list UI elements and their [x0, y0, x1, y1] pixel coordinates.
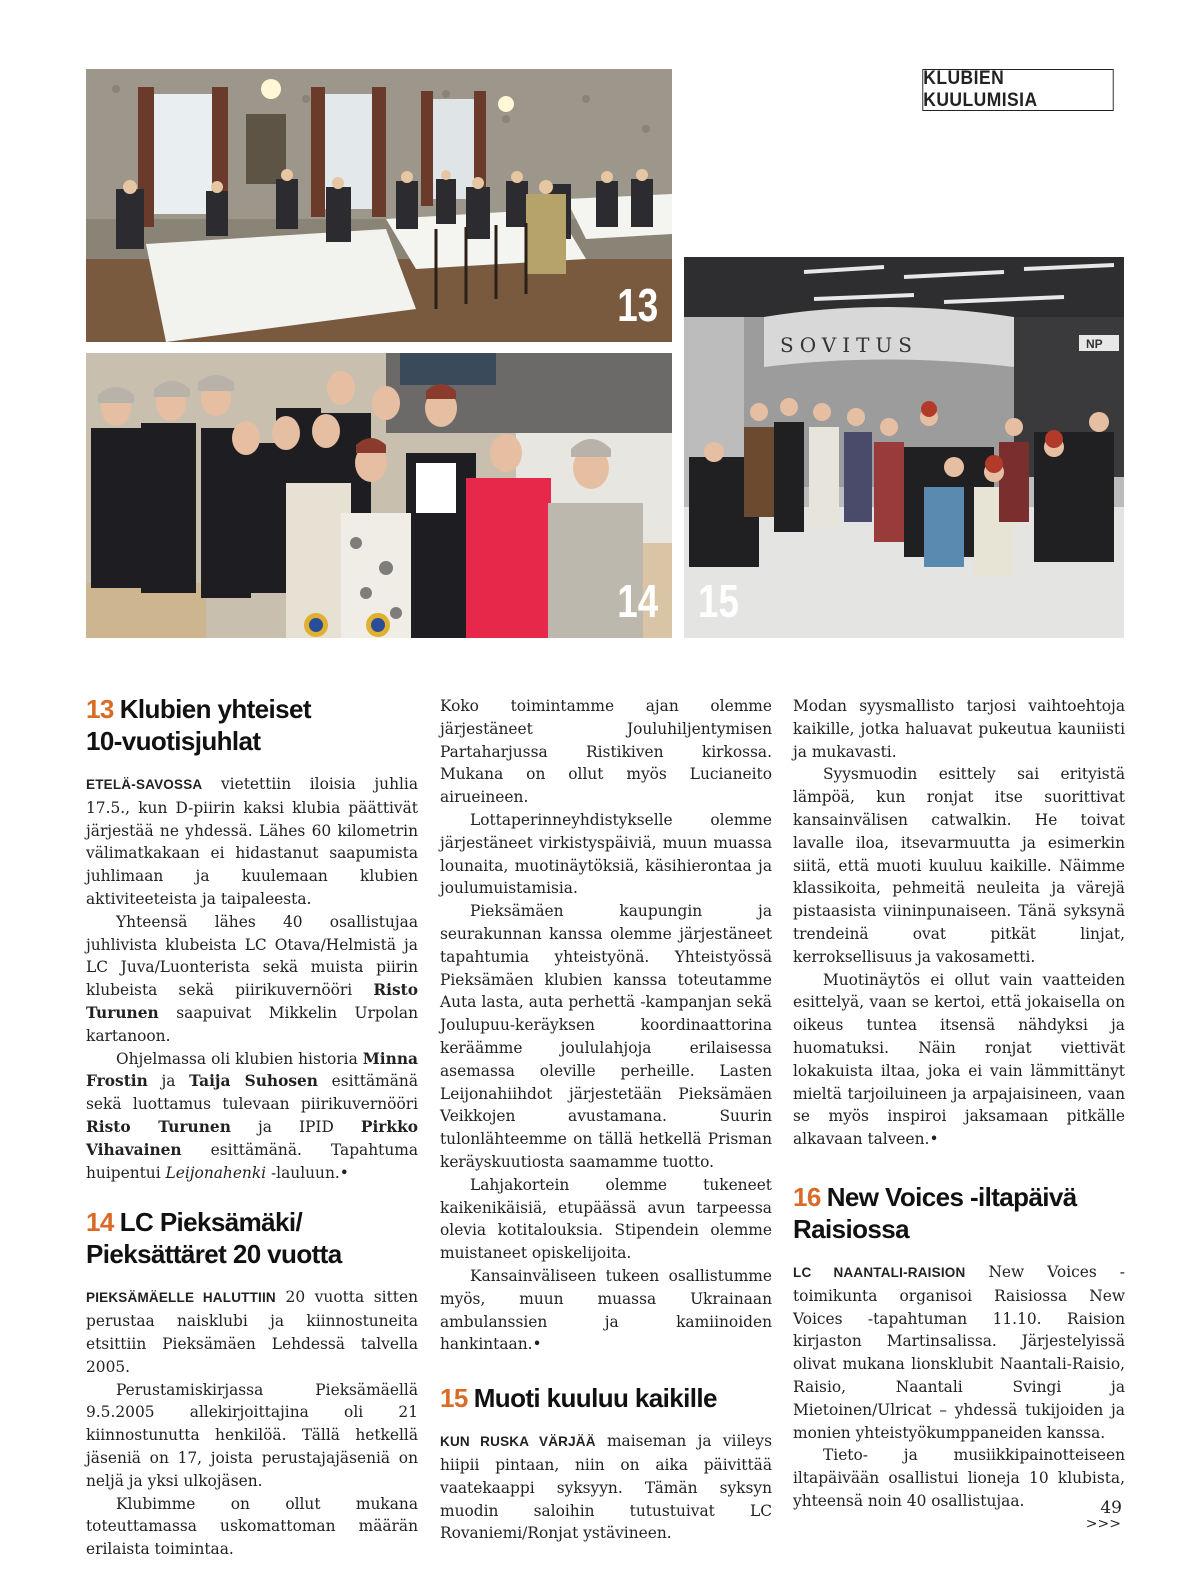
- article-13-paragraph-3: [86, 1048, 418, 1185]
- article-15-title-text: Muoti kuuluu kaikille: [473, 1383, 717, 1414]
- article-13-title-line2: 10-vuotisjuhlat: [86, 726, 261, 756]
- article-15-lead: KUN RUSKA VÄRJÄÄ: [440, 1434, 596, 1450]
- article-16-paragraph-2: Tieto- ja musiikkipainotteiseen iltapäivään osallistui lioneja 10 klubista, yhteensä noin 40 osallistujaa.: [793, 1446, 1125, 1510]
- article-13-p3-name-2: Taija Suhosen: [189, 1072, 318, 1091]
- article-16-title-line2: Raisiossa: [793, 1213, 910, 1244]
- continued-marker: >>>: [1085, 1515, 1121, 1532]
- article-14-paragraph-5: Lottaperinneyhdistykselle olemme järjestäneet virkistyspäiviä, muun muassa lounaita, muotinäytöksiä, käsihierontaa ja joulumuistamisia.: [440, 810, 772, 898]
- article-15-paragraph-1: [440, 1430, 772, 1545]
- article-13-paragraph-1: [86, 773, 418, 911]
- article-13-p2-c: saapuivat Mikkelin Urpolan kartanoon.: [86, 1003, 418, 1045]
- article-13-p3-c: ja: [147, 1072, 190, 1091]
- article-16-paragraph-1: [793, 1261, 1125, 1444]
- article-13-p3-song: Leijonahenki: [165, 1163, 267, 1182]
- article-16-p1-text: New Voices -toimikunta organisoi Raisiossa New Voices -tapahtuman 11.10. Raision kirjaston Martinsalissa. Järjestelyissä olivat mukana lionsklubit Naantali-Raisio, Raisio, Naantali Svingi ja Mietoinen/Ulricat – yhdessä tukijoiden ja monien yhteistyökumppaneiden kanssa.: [793, 1262, 1125, 1442]
- article-13-p3-name-1: Minna Frostin: [86, 1049, 418, 1091]
- article-16-number: 16: [793, 1181, 821, 1212]
- article-14-title-line1: LC Pieksämäki/: [119, 1207, 303, 1238]
- article-14-paragraph-6: Pieksämäen kaupungin ja seurakunnan kanssa olemme järjestäneet tapahtumia yhteistyönä. Yhteistyössä Pieksämäen klubien kanssa toteutamme Auta lasta, auta perhettä -kampanjan sekä Joulupuu-keräyksen koordinaattorina keräämme joululahjoja erilaisessa asemassa oleville perheille. Lasten Leijonahiihdot järjestetään Pieksämäen Veikkojen avustamana. Suurin tulonlähteemme on tällä hetkellä Prisman keräyskuutiosta saamamme tuotto.: [440, 902, 772, 1171]
- article-13-p3-g: ja IPID: [230, 1117, 361, 1136]
- article-14-number: 14: [86, 1207, 114, 1238]
- article-14-paragraph-7: Lahjakortein olemme tukeneet kaikenikäisiä, etupäässä avun tarpeessa olevia kotitalouksia. Stipendein olemme muistaneet opiskelijoita.: [440, 1175, 772, 1263]
- article-13-title: [86, 693, 418, 757]
- article-13-p3-name-4: Pirkko Vihavainen: [86, 1117, 419, 1159]
- article-14-paragraph-3: Klubimme on ollut mukana toteuttamassa uskomattoman määrän erilaista toimintaa.: [86, 1494, 418, 1559]
- article-13-p3-k: -lauluun.•: [266, 1163, 349, 1182]
- article-15-title: [440, 1382, 772, 1414]
- article-15-paragraph-2: Modan syysmallisto tarjosi vaihtoehtoja kaikille, jotka haluavat pukeutua kauniisti ja mukavasti.: [793, 697, 1125, 761]
- article-14-paragraph-2: Perustamiskirjassa Pieksämäellä 9.5.2005 allekirjoittajina oli 21 kiinnostunutta henkilöä. Tällä hetkellä jäseniä on 17, joista perustajajäseniä on neljä ja yksi ulkojäsen.: [86, 1380, 418, 1490]
- article-15-p1-text: maiseman ja viileys hiipii pintaan, niin on aika päivittää vaatekaappi syksyyn. Tämän syksyn muodin saloihin tutustuivat LC Rovaniemi/Ronjat ystävineen.: [440, 1432, 772, 1543]
- photo-number-13: 13: [617, 279, 658, 331]
- column-1: [86, 693, 418, 1561]
- photo-13-banquet: [86, 69, 672, 342]
- article-13-p2-name: Risto Turunen: [86, 981, 418, 1022]
- article-14-paragraph-8: Kansainväliseen tukeen osallistumme myös, muun muassa Ukrainaan ambulanssien ja kamiinoiden hankintaan.•: [440, 1266, 772, 1354]
- article-13-p3-i: esittämänä. Tapahtuma huipentui: [86, 1140, 418, 1182]
- photo-14-group: [86, 353, 672, 638]
- article-15-paragraph-4: Muotinäytös ei ollut vain vaatteiden esittelyä, vaan se kertoi, että jokaisella on oikeus tuntea itsensä nähdyksi ja huomatuksi. Näin ronjat viettivät lokakuista iltaa, joka ei vain lämmittänyt mieltä tarjoiluineen ja arpajaisineen, vaan se myös inspiroi jaksamaan pitkälle alkavaan talveen.•: [793, 970, 1125, 1149]
- article-14-paragraph-1: [86, 1286, 418, 1378]
- store-sign-text: SOVITUS: [780, 333, 918, 357]
- article-13-lead: ETELÄ-SAVOSSA: [86, 777, 203, 792]
- article-16-lead: LC NAANTALI-RAISION: [793, 1264, 966, 1280]
- article-15-paragraph-3: Syysmuodin esittely sai erityistä lämpöä, kun ronjat itse suorittivat kansainvälisen catwalkin. He toivat lavalle iloa, itsevarmuutta ja esimerkin siitä, että muoti kuuluu kaikille. Näimme klassikoita, pehmeitä neuleita ja värejä pistaasista viininpunaiseen. Tänä syksynä trendeinä ovat pitkät linjat, kerroksellisuus ja vakosametti.: [793, 765, 1125, 966]
- article-13-title-line1: Klubien yhteiset: [119, 694, 311, 724]
- article-13-p3-a: Ohjelmassa oli klubien historia: [116, 1049, 363, 1068]
- article-13-number: 13: [86, 694, 114, 724]
- photo-number-14: 14: [617, 575, 658, 627]
- column-3: [793, 695, 1125, 1536]
- article-13-p2-a: Yhteensä lähes 40 osallistujaa juhlivista klubeista LC Otava/Helmistä ja LC Juva/Luonterista sekä muista piirin klubeista sekä piirikuvernööri: [86, 912, 418, 1000]
- article-14-paragraph-4: Koko toimintamme ajan olemme järjestäneet Jouluhiljentymisen Partaharjussa Ristikiven kirkossa. Mukana on ollut myös Lucianeito airueineen.: [440, 697, 772, 807]
- article-14-lead: PIEKSÄMÄELLE HALUTTIIN: [86, 1290, 276, 1306]
- article-13-p1-text: vietettiin iloisia juhlia 17.5., kun D-piirin kaksi klubia päättivät järjestää ne yhdessä. Lähes 60 kilometrin välimatkakaan ei hidastanut saapumista juhlimaan ja kuulemaan klubien aktiviteeteista ja taipaleesta.: [86, 775, 418, 908]
- article-15-number: 15: [440, 1383, 468, 1414]
- photo-15-fashion-group: [684, 257, 1124, 638]
- article-14-p1-text: 20 vuotta sitten perustaa naisklubi ja kiinnostuneita etsittiin Pieksämäen Lehdessä talvella 2005.: [86, 1288, 418, 1376]
- article-13-paragraph-2: [86, 911, 418, 1048]
- article-14-title: [86, 1206, 418, 1270]
- photo-number-15: 15: [698, 575, 739, 627]
- article-16-title-line1: New Voices -iltapäivä: [826, 1181, 1077, 1212]
- section-label: KLUBIEN KUULUMISIA: [922, 69, 1113, 111]
- brand-sign-text: NP: [1086, 337, 1103, 351]
- column-2: [440, 695, 772, 1545]
- page-number: 49: [1100, 1498, 1122, 1518]
- article-16-title: [793, 1181, 1125, 1245]
- article-14-title-line2: Pieksättäret 20 vuotta: [86, 1239, 342, 1270]
- article-13-p3-name-3: Risto Turunen: [86, 1117, 231, 1136]
- article-13-p3-e: esittämänä sekä luottamus tulevaan piirikuvernööri: [86, 1072, 418, 1114]
